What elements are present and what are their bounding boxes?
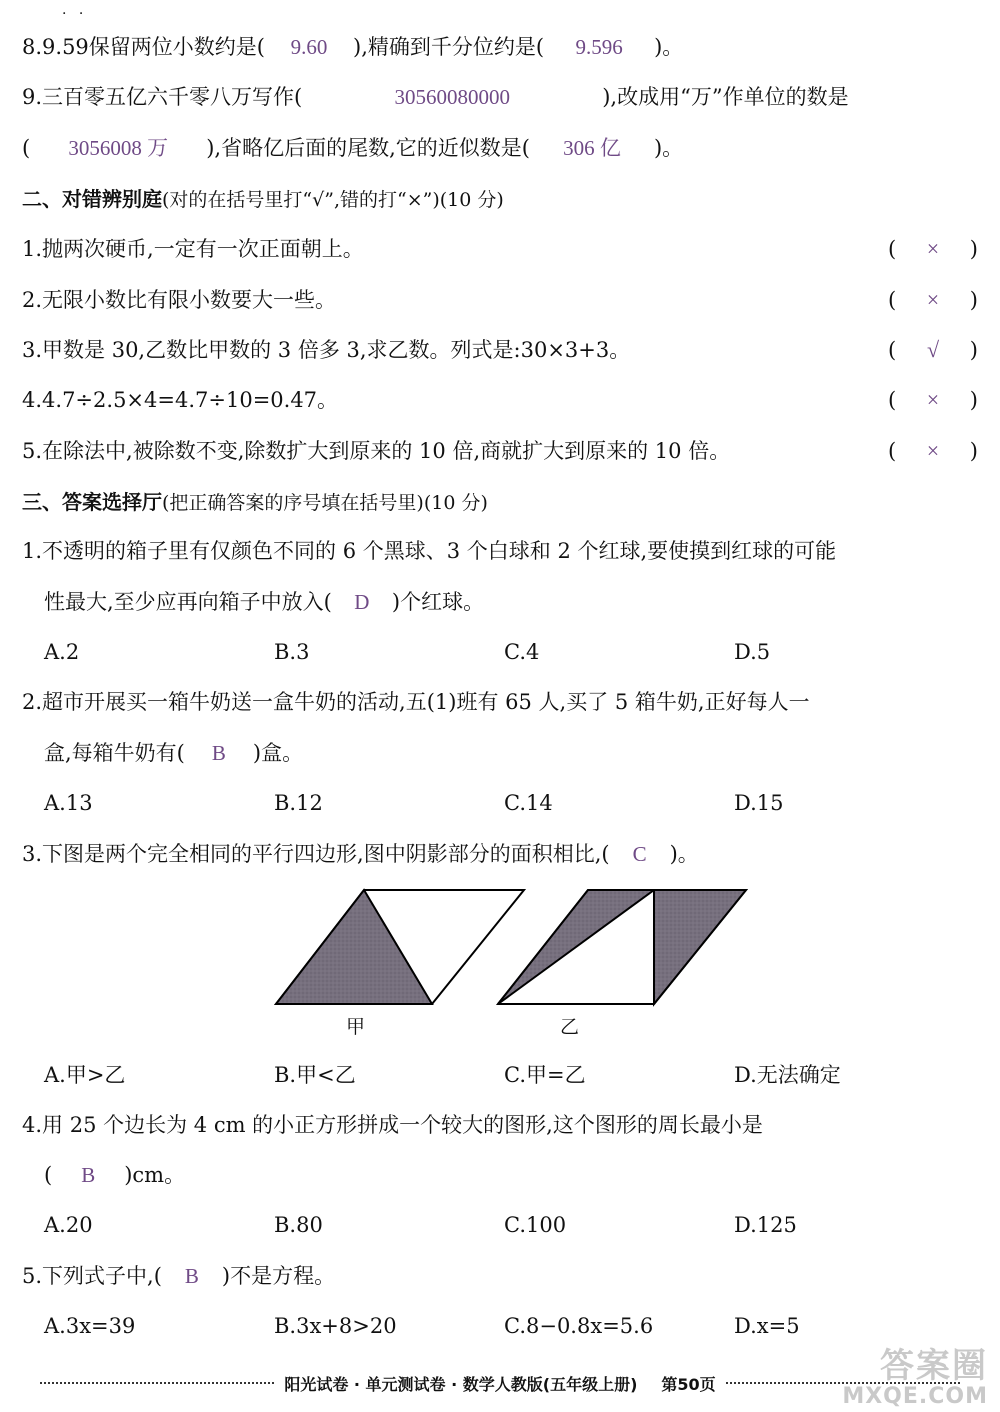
q1-option-c: C.4 <box>504 640 540 664</box>
judge-item-5: 5.在除法中,被除数不变,除数扩大到原来的 10 倍,商就扩大到原来的 10 倍。 <box>22 439 731 463</box>
choice-q2-line-1: 2.超市开展买一箱牛奶送一盒牛奶的活动,五(1)班有 65 人,买了 5 箱牛奶,正好每人一 <box>22 690 810 714</box>
q4-option-a: A.20 <box>44 1213 93 1237</box>
q2-option-d: D.15 <box>734 791 784 815</box>
section-2-heading <box>22 184 504 215</box>
choice-q2-pre: 盒,每箱牛奶有( <box>44 741 185 765</box>
parallelogram-diagram <box>270 884 760 1014</box>
q9-open: ( <box>22 136 31 160</box>
footer-title: 阳光试卷 · 单元测试卷 · 数学人教版(五年级上册) <box>284 1374 638 1394</box>
q4-option-c: C.100 <box>504 1213 567 1237</box>
q9-line2-end: )。 <box>653 136 684 160</box>
section-2-title: 二、对错辨别庭 <box>22 187 162 211</box>
choice-q2-line-2 <box>44 738 303 768</box>
q9-answer-2: 3056008 万 <box>68 136 169 160</box>
judge-item-1: 1.抛两次硬币,一定有一次正面朝上。 <box>22 237 364 261</box>
q9-answer-1: 30560080000 <box>394 85 510 109</box>
q8-mid: ),精确到千分位约是( <box>353 35 545 59</box>
q4-option-d: D.125 <box>734 1213 797 1237</box>
judge-mark-4: ( × ) <box>888 385 978 415</box>
q9-line2-mid: ),省略亿后面的尾数,它的近似数是( <box>206 136 530 160</box>
choice-q4-pre: ( <box>44 1163 53 1187</box>
q8-answer-1: 9.60 <box>290 35 328 59</box>
q5-option-a: A.3x=39 <box>44 1314 136 1338</box>
watermark-text: 答案圈 <box>880 1346 988 1387</box>
choice-q4-line-2 <box>44 1160 185 1190</box>
section-2-note: (对的在括号里打“√”,错的打“×”)(10 分) <box>162 189 504 211</box>
watermark <box>842 1346 988 1409</box>
judge-answer-5: × <box>926 438 940 463</box>
q3-option-b: B.甲<乙 <box>274 1063 356 1087</box>
choice-q1-post: )个红球。 <box>391 590 485 614</box>
choice-q2-answer: B <box>211 741 226 765</box>
choice-q3-answer: C <box>632 842 647 866</box>
q8-prefix: 8.9.59保留两位小数约是( <box>22 35 265 59</box>
parallelogram-jia <box>276 890 524 1004</box>
q9-answer-3: 306 亿 <box>563 136 621 160</box>
footer-divider-left <box>40 1382 274 1384</box>
q8-answer-2: 9.596 <box>575 35 623 59</box>
q1-option-a: A.2 <box>44 640 80 664</box>
q5-option-b: B.3x+8>20 <box>274 1314 397 1338</box>
question-9-line-2 <box>22 133 683 163</box>
choice-q5-answer: B <box>184 1264 199 1288</box>
q2-option-b: B.12 <box>274 791 323 815</box>
judge-answer-4: × <box>926 387 940 412</box>
choice-q5-line-1 <box>22 1261 335 1291</box>
choice-q1-answer: D <box>354 590 370 614</box>
section-3-note: (把正确答案的序号填在括号里)(10 分) <box>162 492 488 514</box>
question-8 <box>22 32 683 62</box>
page-footer <box>30 1368 970 1398</box>
q8-end: )。 <box>654 35 684 59</box>
choice-q5-pre: 5.下列式子中,( <box>22 1264 162 1288</box>
q2-option-c: C.14 <box>504 791 553 815</box>
q2-option-a: A.13 <box>44 791 93 815</box>
q4-option-b: B.80 <box>274 1213 323 1237</box>
parallelogram-figure <box>270 884 760 1018</box>
q3-option-a: A.甲>乙 <box>44 1063 126 1087</box>
parallelogram-yi <box>498 890 746 1004</box>
figure-label-jia: 甲 <box>346 1016 366 1038</box>
judge-item-4: 4.4.7÷2.5×4=4.7÷10=0.47。 <box>22 388 339 412</box>
choice-q2-post: )盒。 <box>252 741 304 765</box>
top-dots: · · <box>62 6 88 22</box>
q1-option-d: D.5 <box>734 640 771 664</box>
figure-label-yi: 乙 <box>560 1016 580 1038</box>
choice-q4-post: )cm。 <box>124 1163 186 1187</box>
q3-option-c: C.甲=乙 <box>504 1063 586 1087</box>
choice-q1-pre: 性最大,至少应再向箱子中放入( <box>44 590 332 614</box>
choice-q3-post: )。 <box>669 842 699 866</box>
judge-item-2: 2.无限小数比有限小数要大一些。 <box>22 288 337 312</box>
judge-mark-3: ( √ ) <box>888 335 978 365</box>
watermark-url: MXQE.COM <box>842 1383 988 1409</box>
choice-q3-line-1 <box>22 839 699 869</box>
choice-q5-post: )不是方程。 <box>221 1264 336 1288</box>
section-3-heading <box>22 487 488 518</box>
choice-q4-line-1: 4.用 25 个边长为 4 cm 的小正方形拼成一个较大的图形,这个图形的周长最小是 <box>22 1113 763 1137</box>
section-3-title: 三、答案选择厅 <box>22 490 162 514</box>
judge-mark-5: ( × ) <box>888 436 978 466</box>
q9-line1-end: ),改成用“万”作单位的数是 <box>602 85 849 109</box>
q3-option-d: D.无法确定 <box>734 1063 841 1087</box>
judge-item-3: 3.甲数是 30,乙数比甲数的 3 倍多 3,求乙数。列式是:30×3+3。 <box>22 338 631 362</box>
choice-q3-pre: 3.下图是两个完全相同的平行四边形,图中阴影部分的面积相比,( <box>22 842 610 866</box>
choice-q1-line-2 <box>44 587 484 617</box>
question-9-line-1 <box>22 82 849 112</box>
choice-q1-line-1: 1.不透明的箱子里有仅颜色不同的 6 个黑球、3 个白球和 2 个红球,要使摸到红球的可能 <box>22 539 837 563</box>
judge-mark-2: ( × ) <box>888 285 978 315</box>
q5-option-c: C.8−0.8x=5.6 <box>504 1314 654 1338</box>
shaded-triangle-yi-right <box>654 890 746 1004</box>
q9-prefix: 9.三百零五亿六千零八万写作( <box>22 85 303 109</box>
choice-q4-answer: B <box>81 1163 96 1187</box>
judge-answer-2: × <box>926 287 940 312</box>
judge-answer-1: × <box>926 236 940 261</box>
q5-option-d: D.x=5 <box>734 1314 800 1338</box>
judge-answer-3: √ <box>926 337 940 362</box>
q1-option-b: B.3 <box>274 640 310 664</box>
footer-page-number: 第50页 <box>661 1374 716 1394</box>
judge-mark-1: ( × ) <box>888 234 978 264</box>
